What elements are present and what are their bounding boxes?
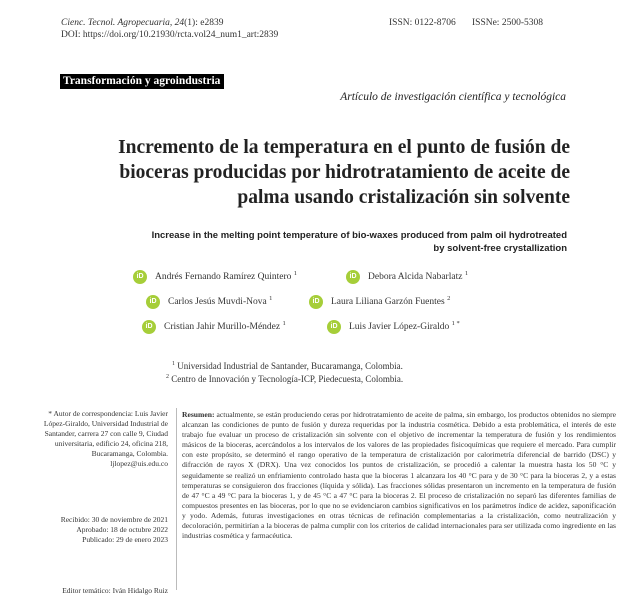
english-title-line-1: Increase in the melting point temperature of bio-waxes produced from palm oil hydrotreated	[151, 230, 567, 241]
author-item	[327, 320, 460, 334]
dates-block	[10, 515, 168, 545]
abstract-label: Resumen:	[182, 410, 215, 419]
author-item	[346, 270, 468, 284]
correspondence-line: universitaria, edificio 24, oficina 218,	[54, 439, 168, 448]
orcid-icon[interactable]: iD	[327, 320, 341, 334]
article-title: Incremento de la temperatura en el punto de fusión de bioceras producidas por hidrotratamiento de aceite de palma usando cristalización sin solvente	[118, 137, 570, 208]
correspondence-email[interactable]: ljlopez@uis.edu.co	[110, 459, 168, 468]
author-affiliation-sup: 1	[293, 270, 298, 278]
correspondence-line: Santander, carrera 27 con calle 9, Ciudad	[44, 429, 168, 438]
editor-line: Editor temático: Iván Hidalgo Ruiz	[62, 586, 168, 595]
received-date: Recibido: 30 de noviembre de 2021	[60, 515, 168, 524]
author-name: Andrés Fernando Ramírez Quintero	[155, 272, 292, 283]
author-name: Laura Liliana Garzón Fuentes	[331, 297, 445, 308]
journal-volume: 24	[174, 18, 185, 28]
issn: ISSN: 0122-8706	[389, 18, 456, 28]
column-divider	[176, 408, 177, 590]
author-name: Carlos Jesús Muvdi-Nova	[168, 297, 267, 308]
author-name: Luis Javier López-Giraldo	[349, 322, 450, 333]
author-name: Cristian Jahir Murillo-Méndez	[164, 322, 281, 333]
author-affiliation-sup: 1	[269, 295, 273, 303]
author-affiliation-sup: 1	[282, 320, 286, 328]
section-label: Transformación y agroindustria	[60, 74, 224, 89]
journal-name: Cienc. Tecnol. Agropecuaria,	[61, 18, 173, 28]
orcid-icon[interactable]: iD	[133, 270, 147, 284]
author-item	[146, 295, 272, 309]
author-item	[133, 270, 297, 284]
english-title-line-2: by solvent-free crystallization	[433, 243, 567, 254]
abstract-text: actualmente, se están produciendo ceras por hidrotratamiento de aceite de palma, sin embargo, los productos obtenidos no siempre alcanzan las condiciones de punto de fusión y dureza requeridas por la industria cosmética. Debido a esta problemática, el interés de este trabajo fue evaluar un proceso de cristalización sin solvente con el objetivo de incrementar la temperatura de fusión y los rendimientos másicos de la bioceras, acercándolos a los intervalos de los valores de las propiedades fisicoquímicas que requiere el mercado. Para cumplir con este propósito, se determinó el rango operativo de la temperatura de cristalización por calorimetría diferencial de barrido (DSC) y difracción de rayos X (DRX). Una vez conocidos los puntos de cristalización, se procedió a calentar la muestra hasta los 50 °C y seguidamente se realizó un enfriamiento controlado hasta que la bioceras 1 alcanzara los 40 °C para y de 30 °C para la bioceras 2, y a estas temperaturas se consiguieron dos fracciones (líquida y sólida). Las fracciones sólidas presentaron un incremento en la temperatura de fusión de 47 °C a 49 °C para la bioceras 1, y de 45 °C a 47 °C para la bioceras 2. El proceso de cristalización no separó las diferentes familias de compuestos presentes en las bioceras, por lo que no se evidenciaron cambios significativos en los parámetros índice de acidez, saponificación y yodo. Además, futuras investigaciones en otras técnicas de refinación complementarias a la cristalización, como neutralización y decoloración, permitirían a la bioceras de palma cumplir con los criterios de calidad internacionales para ser utilizada como ingrediente en las industrias cosmética y farmacéutica.	[182, 410, 616, 541]
correspondence-line: Bucaramanga, Colombia.	[91, 449, 168, 458]
journal-issue: (1): e2839	[184, 18, 224, 28]
author-name: Debora Alcida Nabarlatz	[368, 272, 463, 283]
affiliation-sup: 1	[172, 361, 175, 367]
affiliation-sup: 2	[166, 374, 169, 380]
affiliation-text: Centro de Innovación y Tecnología-ICP, Piedecuesta, Colombia.	[171, 374, 404, 384]
affiliation-item	[166, 374, 403, 384]
issne: ISSNe: 2500-5308	[472, 18, 543, 28]
correspondence-block	[10, 409, 168, 469]
author-affiliation-sup: 2	[447, 295, 451, 303]
affiliation-item	[172, 361, 403, 371]
author-item	[142, 320, 286, 334]
orcid-icon[interactable]: iD	[142, 320, 156, 334]
author-affiliation-sup: 1 *	[451, 320, 460, 328]
orcid-icon[interactable]: iD	[346, 270, 360, 284]
affiliation-text: Universidad Industrial de Santander, Bucaramanga, Colombia.	[177, 361, 403, 371]
article-type: Artículo de investigación científica y tecnológica	[340, 91, 566, 103]
published-date: Publicado: 29 de enero 2023	[82, 535, 168, 544]
orcid-icon[interactable]: iD	[146, 295, 160, 309]
author-affiliation-sup: 1	[464, 270, 469, 278]
abstract	[182, 410, 616, 541]
correspondence-line: López-Giraldo, Universidad Industrial de	[43, 419, 168, 428]
orcid-icon[interactable]: iD	[309, 295, 323, 309]
author-item	[309, 295, 450, 309]
english-title	[70, 229, 567, 255]
correspondence-line: * Autor de correspondencia: Luis Javier	[48, 409, 168, 418]
doi-link[interactable]: DOI: https://doi.org/10.21930/rcta.vol24_num1_art:2839	[61, 30, 279, 40]
approved-date: Aprobado: 18 de octubre 2022	[76, 525, 168, 534]
